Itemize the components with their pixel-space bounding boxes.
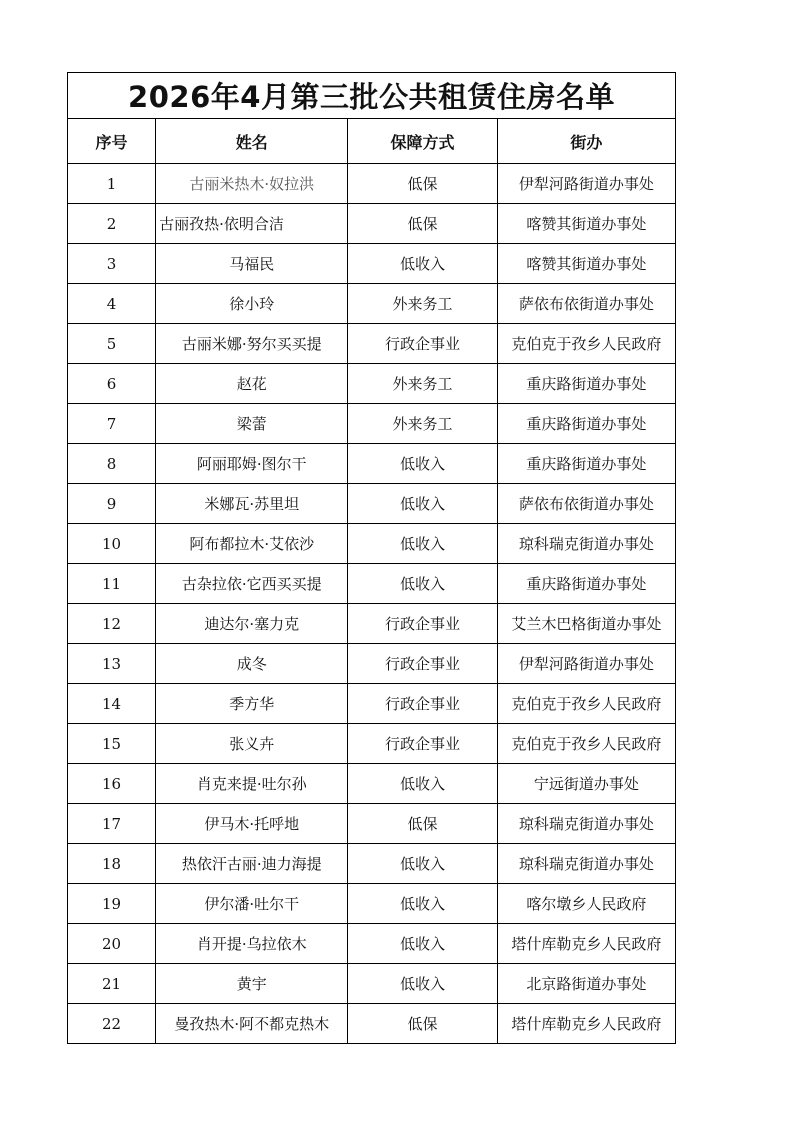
- cell-street: 萨依布依街道办事处: [497, 484, 675, 524]
- cell-name: 马福民: [156, 244, 348, 284]
- table-row: [68, 364, 676, 404]
- cell-name: 梁蕾: [156, 404, 348, 444]
- cell-name: 赵花: [156, 364, 348, 404]
- cell-name: 古丽米娜·努尔买买提: [156, 324, 348, 364]
- cell-number: 5: [68, 324, 156, 364]
- cell-street: 塔什库勒克乡人民政府: [497, 1004, 675, 1044]
- cell-name: 肖克来提·吐尔孙: [156, 764, 348, 804]
- cell-street: 喀赞其街道办事处: [497, 204, 675, 244]
- cell-name: 古丽孜热·依明合洁: [156, 204, 348, 244]
- cell-street: 北京路街道办事处: [497, 964, 675, 1004]
- cell-street: 重庆路街道办事处: [497, 564, 675, 604]
- table-row: [68, 604, 676, 644]
- table-row: [68, 484, 676, 524]
- table-row: [68, 844, 676, 884]
- cell-method: 行政企事业: [348, 644, 497, 684]
- cell-name: 肖开提·乌拉依木: [156, 924, 348, 964]
- cell-name: 季方华: [156, 684, 348, 724]
- cell-method: 外来务工: [348, 404, 497, 444]
- housing-roster-sheet: [67, 72, 676, 1044]
- cell-method: 行政企事业: [348, 604, 497, 644]
- cell-number: 21: [68, 964, 156, 1004]
- cell-name: 迪达尔·塞力克: [156, 604, 348, 644]
- cell-number: 2: [68, 204, 156, 244]
- cell-number: 4: [68, 284, 156, 324]
- table-row: [68, 404, 676, 444]
- cell-street: 克伯克于孜乡人民政府: [497, 684, 675, 724]
- table-row: [68, 1004, 676, 1044]
- table-row: [68, 684, 676, 724]
- table-row: [68, 164, 676, 204]
- cell-method: 行政企事业: [348, 684, 497, 724]
- cell-street: 喀赞其街道办事处: [497, 244, 675, 284]
- document-title: 2026年4月第三批公共租赁住房名单: [68, 73, 676, 119]
- cell-number: 9: [68, 484, 156, 524]
- cell-number: 3: [68, 244, 156, 284]
- cell-name: 黄宇: [156, 964, 348, 1004]
- cell-street: 伊犁河路街道办事处: [497, 644, 675, 684]
- cell-street: 艾兰木巴格街道办事处: [497, 604, 675, 644]
- column-header-street: 街办: [497, 119, 675, 164]
- cell-name: 阿丽耶姆·图尔干: [156, 444, 348, 484]
- cell-number: 22: [68, 1004, 156, 1044]
- column-header-number: 序号: [68, 119, 156, 164]
- cell-name: 热依汗古丽·迪力海提: [156, 844, 348, 884]
- column-header-method: 保障方式: [348, 119, 497, 164]
- table-row: [68, 764, 676, 804]
- cell-number: 14: [68, 684, 156, 724]
- cell-method: 低保: [348, 1004, 497, 1044]
- table-row: [68, 524, 676, 564]
- cell-street: 伊犁河路街道办事处: [497, 164, 675, 204]
- cell-number: 7: [68, 404, 156, 444]
- table-row: [68, 244, 676, 284]
- cell-street: 克伯克于孜乡人民政府: [497, 724, 675, 764]
- cell-number: 10: [68, 524, 156, 564]
- cell-name: 成冬: [156, 644, 348, 684]
- table-row: [68, 444, 676, 484]
- cell-method: 低收入: [348, 484, 497, 524]
- title-row: [68, 73, 676, 119]
- cell-number: 8: [68, 444, 156, 484]
- table-row: [68, 324, 676, 364]
- cell-name: 古杂拉依·它西买买提: [156, 564, 348, 604]
- cell-name: 徐小玲: [156, 284, 348, 324]
- cell-number: 17: [68, 804, 156, 844]
- table-row: [68, 564, 676, 604]
- cell-method: 外来务工: [348, 284, 497, 324]
- cell-method: 低收入: [348, 524, 497, 564]
- header-row: [68, 119, 676, 164]
- cell-number: 15: [68, 724, 156, 764]
- cell-method: 行政企事业: [348, 324, 497, 364]
- cell-method: 低收入: [348, 564, 497, 604]
- cell-street: 宁远街道办事处: [497, 764, 675, 804]
- cell-method: 低收入: [348, 244, 497, 284]
- cell-name: 米娜瓦·苏里坦: [156, 484, 348, 524]
- housing-roster-table: [67, 72, 676, 1044]
- cell-street: 萨依布依街道办事处: [497, 284, 675, 324]
- cell-number: 13: [68, 644, 156, 684]
- table-row: [68, 804, 676, 844]
- cell-name: 张义卉: [156, 724, 348, 764]
- table-row: [68, 724, 676, 764]
- cell-method: 低收入: [348, 764, 497, 804]
- cell-method: 低收入: [348, 924, 497, 964]
- cell-street: 琼科瑞克街道办事处: [497, 524, 675, 564]
- table-row: [68, 284, 676, 324]
- table-row: [68, 924, 676, 964]
- cell-number: 11: [68, 564, 156, 604]
- table-row: [68, 884, 676, 924]
- table-row: [68, 204, 676, 244]
- cell-method: 低保: [348, 204, 497, 244]
- cell-street: 重庆路街道办事处: [497, 404, 675, 444]
- cell-street: 琼科瑞克街道办事处: [497, 844, 675, 884]
- cell-number: 1: [68, 164, 156, 204]
- cell-number: 12: [68, 604, 156, 644]
- cell-number: 19: [68, 884, 156, 924]
- cell-method: 低收入: [348, 844, 497, 884]
- cell-street: 琼科瑞克街道办事处: [497, 804, 675, 844]
- cell-method: 低收入: [348, 964, 497, 1004]
- column-header-name: 姓名: [156, 119, 348, 164]
- cell-name: 曼孜热木·阿不都克热木: [156, 1004, 348, 1044]
- cell-number: 18: [68, 844, 156, 884]
- cell-method: 低保: [348, 804, 497, 844]
- cell-street: 克伯克于孜乡人民政府: [497, 324, 675, 364]
- cell-name: 古丽米热木·奴拉洪: [156, 164, 348, 204]
- table-row: [68, 644, 676, 684]
- cell-street: 重庆路街道办事处: [497, 364, 675, 404]
- cell-number: 16: [68, 764, 156, 804]
- cell-number: 20: [68, 924, 156, 964]
- cell-method: 行政企事业: [348, 724, 497, 764]
- cell-name: 伊尔潘·吐尔干: [156, 884, 348, 924]
- cell-method: 低收入: [348, 884, 497, 924]
- cell-street: 重庆路街道办事处: [497, 444, 675, 484]
- cell-street: 塔什库勒克乡人民政府: [497, 924, 675, 964]
- cell-method: 低保: [348, 164, 497, 204]
- cell-name: 阿布都拉木·艾依沙: [156, 524, 348, 564]
- cell-method: 外来务工: [348, 364, 497, 404]
- cell-number: 6: [68, 364, 156, 404]
- cell-name: 伊马木·托呼地: [156, 804, 348, 844]
- cell-street: 喀尔墩乡人民政府: [497, 884, 675, 924]
- table-row: [68, 964, 676, 1004]
- cell-method: 低收入: [348, 444, 497, 484]
